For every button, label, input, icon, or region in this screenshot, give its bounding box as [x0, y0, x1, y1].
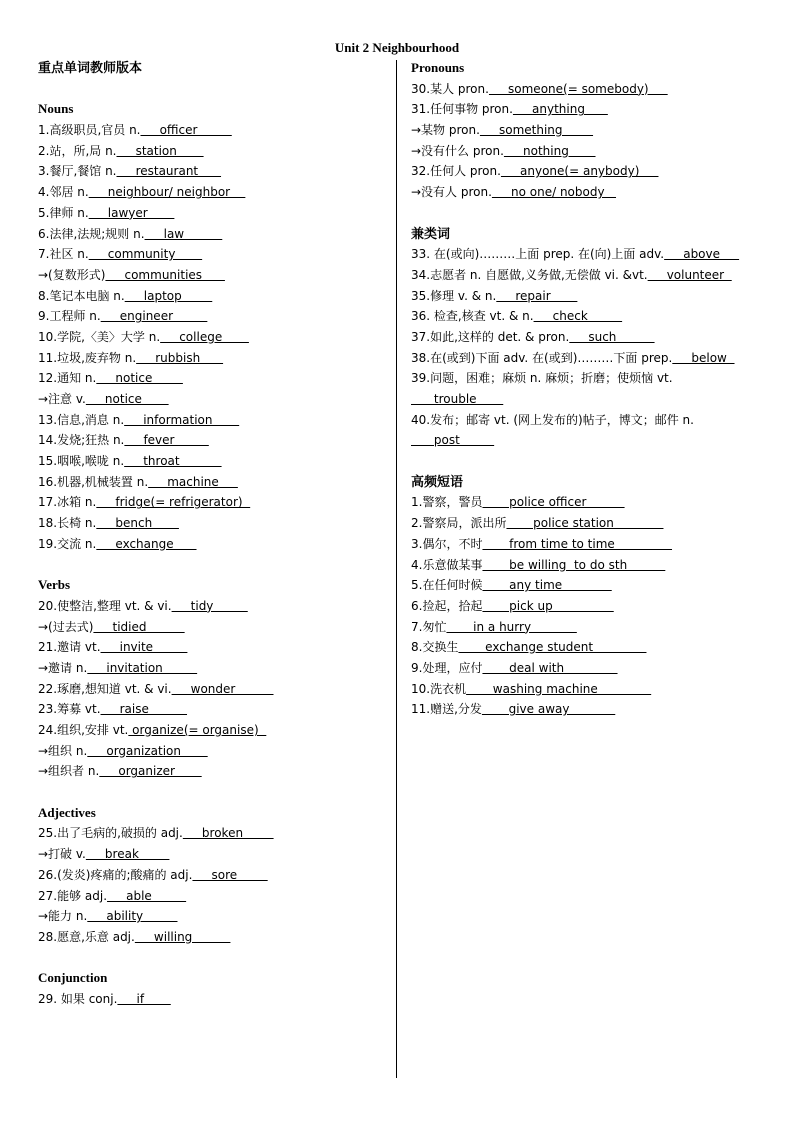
vocab-prompt: 24.组织,安排 vt.: [38, 723, 129, 737]
vocab-item: [411, 327, 771, 348]
spacer: [411, 451, 771, 472]
vocab-answer: give away: [481, 702, 616, 717]
vocab-item: [411, 79, 771, 100]
vocab-item: [38, 389, 388, 410]
vocab-answer: notice: [85, 392, 169, 406]
vocab-answer: officer: [140, 123, 232, 138]
vocab-item: [411, 699, 771, 720]
vocab-prompt: →注意 v.: [38, 392, 86, 406]
vocab-answer: pick up: [482, 598, 614, 613]
vocab-item: [38, 472, 388, 493]
vocab-answer: community: [88, 247, 203, 262]
vocab-prompt: 9.处理，应付: [411, 660, 483, 675]
vocab-answer: college: [160, 329, 249, 344]
vocab-prompt: 10.学院,〈美〉大学 n.: [38, 329, 161, 344]
vocab-prompt: 14.发烧;狂热 n.: [38, 433, 125, 448]
spacer: [38, 948, 388, 969]
vocab-prompt: 36. 检查,核查 vt. & n.: [411, 309, 534, 324]
vocab-item: [38, 699, 388, 720]
vocab-answer: post: [411, 433, 495, 448]
vocab-item: [38, 327, 388, 348]
vocab-prompt: 38.在(或到)下面 adv. 在(或到)………下面 prep.: [411, 350, 673, 365]
vocab-prompt: 3.偶尔，不时: [411, 536, 483, 551]
left-column: [38, 58, 388, 1010]
vocab-answer: anything: [512, 102, 608, 117]
vocab-answer: nothing: [503, 143, 596, 158]
vocab-answer: invite: [100, 640, 188, 655]
vocab-prompt: 22.琢磨,想知道 vt. & vi.: [38, 681, 172, 696]
vocab-prompt: 32.任何人 pron.: [411, 164, 501, 179]
vocab-answer: communities: [105, 267, 225, 282]
vocab-prompt: →邀请 n.: [38, 660, 88, 675]
vocab-answer: tidied: [93, 619, 185, 634]
vocab-answer: laptop: [124, 288, 213, 303]
vocab-prompt: 7.社区 n.: [38, 247, 89, 262]
vocab-item: [38, 844, 388, 865]
vocab-prompt: →某物 pron.: [411, 123, 480, 138]
vocab-item: [411, 182, 771, 203]
vocab-item: [38, 823, 388, 844]
vocab-item: [411, 596, 771, 617]
vocab-answer: break: [85, 847, 170, 862]
vocab-item: [38, 182, 388, 203]
vocab-prompt: 39.问题，困难；麻烦 n. 麻烦；折磨；使烦恼 vt.: [411, 371, 673, 386]
vocab-answer: repair: [496, 288, 578, 303]
vocab-answer: willing: [134, 929, 231, 944]
vocab-prompt: 29. 如果 conj.: [38, 991, 118, 1006]
vocab-prompt: 2.警察局，派出所: [411, 516, 507, 531]
vocab-item: [38, 865, 388, 886]
vocab-item: [411, 368, 771, 389]
vocab-answer: sore: [192, 867, 268, 882]
vocab-answer: in a hurry: [446, 619, 577, 634]
vocab-answer: throat: [124, 454, 222, 469]
vocab-prompt: 16.机器,机械装置 n.: [38, 474, 149, 489]
vocab-prompt: 30.某人 pron.: [411, 81, 489, 96]
vocab-answer: fridge(= refrigerator): [96, 495, 251, 510]
vocab-prompt: 11.赠送,分发: [411, 702, 482, 717]
vocab-answer: organize(= organise): [128, 723, 267, 737]
section-heading: Verbs: [38, 577, 71, 593]
vocab-prompt: →组织 n.: [38, 743, 88, 758]
section-heading: Pronouns: [411, 60, 465, 75]
vocab-prompt: 17.冰箱 n.: [38, 495, 97, 510]
vocab-answer: raise: [100, 702, 188, 717]
vocab-prompt: 7.匆忙: [411, 619, 447, 634]
vocab-answer: tidy: [171, 598, 248, 613]
vocab-prompt: 3.餐厅,餐馆 n.: [38, 164, 117, 179]
spacer: [38, 555, 388, 576]
vocab-prompt: 9.工程师 n.: [38, 309, 101, 324]
vocab-item: [411, 99, 771, 120]
vocab-answer: organizer: [99, 764, 202, 779]
spacer: [38, 79, 388, 100]
vocab-answer: something: [479, 123, 594, 138]
vocab-answer: rubbish: [136, 350, 224, 365]
vocab-item: [38, 617, 388, 638]
vocab-answer: ability: [87, 909, 178, 924]
vocab-prompt: →能力 n.: [38, 909, 88, 924]
vocab-answer: police station: [506, 516, 664, 531]
vocab-item: [411, 244, 771, 265]
vocab-item: [38, 120, 388, 141]
vocab-prompt: 28.愿意,乐意 adj.: [38, 929, 135, 944]
vocab-item: [38, 761, 388, 782]
vocab-answer: if: [117, 991, 171, 1006]
vocab-prompt: 37.如此,这样的 det. & pron.: [411, 329, 570, 344]
vocab-item: [38, 679, 388, 700]
vocab-prompt: 20.使整洁,整理 vt. & vi.: [38, 598, 172, 613]
vocab-item: [411, 513, 771, 534]
vocab-answer: trouble: [411, 392, 504, 406]
vocab-answer: check: [533, 309, 623, 324]
vocab-item: [411, 617, 771, 638]
vocab-item: [38, 430, 388, 451]
vocab-answer: broken: [182, 826, 274, 841]
vocab-prompt: 23.筹募 vt.: [38, 702, 101, 717]
vocab-prompt: 31.任何事物 pron.: [411, 102, 513, 117]
document-title: Unit 2 Neighbourhood: [334, 40, 460, 55]
vocab-prompt: 40.发布；邮寄 vt. (网上发布的)帖子，博文；邮件 n.: [411, 412, 694, 427]
vocab-item: [38, 534, 388, 555]
vocab-answer: from time to time: [482, 536, 673, 551]
vocab-prompt: 26.(发炎)疼痛的;酸痛的 adj.: [38, 867, 193, 882]
vocab-answer: below: [672, 350, 735, 365]
vocab-prompt: 12.通知 n.: [38, 371, 97, 386]
vocab-prompt: 1.警察，警员: [411, 495, 483, 510]
vocab-item: [411, 265, 771, 286]
vocab-item: [411, 306, 771, 327]
spacer: [411, 203, 771, 224]
vocab-answer: lawyer: [88, 205, 175, 220]
vocab-item: [38, 513, 388, 534]
vocab-prompt: 15.咽喉,喉咙 n.: [38, 454, 125, 469]
vocab-prompt: →组织者 n.: [38, 764, 100, 779]
vocab-item: [38, 224, 388, 245]
vocab-answer: station: [116, 143, 204, 158]
vocab-answer: such: [569, 329, 655, 344]
vocab-item: [411, 534, 771, 555]
vocab-answer: no one/ nobody: [491, 185, 617, 200]
vocab-item: [38, 658, 388, 679]
vocab-prompt: 13.信息,消息 n.: [38, 412, 125, 427]
section-heading: 高频短语: [411, 473, 464, 489]
vocab-prompt: 6.法律,法规;规则 n.: [38, 226, 145, 241]
vocab-item: [411, 430, 771, 451]
section-heading: Conjunction: [38, 970, 108, 986]
vocab-item: [38, 596, 388, 617]
vocab-item: [38, 637, 388, 658]
vocab-item: [38, 286, 388, 307]
vocab-prompt: 11.垃圾,废弃物 n.: [38, 350, 137, 365]
vocab-answer: above: [664, 247, 740, 262]
vocab-prompt: 5.律师 n.: [38, 205, 89, 220]
vocab-answer: invitation: [87, 660, 198, 675]
vocab-prompt: 33. 在(或向)………上面 prep. 在(向)上面 adv.: [411, 247, 665, 262]
vocab-item: [411, 575, 771, 596]
vocab-answer: restaurant: [116, 164, 222, 179]
section-heading: 重点单词教师版本: [38, 60, 143, 75]
vocab-item: [38, 203, 388, 224]
vocab-prompt: 4.乐意做某事: [411, 557, 483, 572]
vocab-item: [38, 368, 388, 389]
vocab-answer: notice: [96, 371, 183, 386]
vocab-prompt: 18.长椅 n.: [38, 516, 97, 531]
vocab-answer: organization: [87, 743, 208, 758]
vocab-item: [38, 306, 388, 327]
vocab-prompt: 5.在任何时候: [411, 578, 483, 593]
vocab-item: [411, 637, 771, 658]
vocab-prompt: 27.能够 adj.: [38, 888, 108, 903]
vocab-prompt: 2.站，所,局 n.: [38, 143, 117, 158]
vocab-answer: machine: [148, 474, 238, 489]
vocab-item: [38, 927, 388, 948]
section-heading: Nouns: [38, 101, 74, 117]
vocab-item: [38, 741, 388, 762]
vocab-answer: police officer: [482, 495, 625, 510]
vocab-prompt: 6.捡起，拾起: [411, 598, 483, 613]
vocab-prompt: 19.交流 n.: [38, 536, 97, 551]
vocab-answer: information: [124, 412, 240, 427]
vocab-prompt: 21.邀请 vt.: [38, 640, 101, 655]
vocab-item: [38, 265, 388, 286]
vocab-answer: exchange: [96, 536, 197, 551]
vocab-prompt: →没有什么 pron.: [411, 143, 504, 158]
vocab-item: [411, 410, 771, 431]
vocab-item: [38, 492, 388, 513]
vocab-item: [411, 348, 771, 369]
vocab-answer: volunteer: [647, 267, 732, 282]
vocab-item: [38, 720, 388, 741]
vocab-item: [411, 141, 771, 162]
vocab-prompt: 1.高级职员,官员 n.: [38, 123, 141, 138]
vocab-prompt: 34.志愿者 n. 自愿做,义务做,无偿做 vi. &vt.: [411, 267, 648, 282]
vocab-answer: able: [107, 888, 187, 903]
vocab-item: [38, 141, 388, 162]
vocab-item: [411, 120, 771, 141]
vocab-answer: bench: [96, 516, 179, 531]
vocab-answer: anyone(= anybody): [500, 164, 659, 179]
vocab-item: [38, 348, 388, 369]
vocab-answer: exchange student: [458, 640, 647, 655]
section-heading: 兼类词: [411, 225, 451, 241]
vocab-answer: any time: [482, 578, 612, 593]
vocab-item: [38, 410, 388, 431]
vocab-answer: washing machine: [466, 681, 652, 696]
vocab-answer: neighbour/ neighbor: [88, 185, 246, 200]
vocab-item: [411, 286, 771, 307]
vocab-answer: engineer: [100, 309, 208, 324]
vocab-item: [411, 389, 771, 410]
vocab-prompt: 25.出了毛病的,破损的 adj.: [38, 826, 183, 841]
column-divider: [396, 60, 397, 1078]
vocab-prompt: →没有人 pron.: [411, 185, 492, 200]
vocab-prompt: 10.洗衣机: [411, 681, 467, 696]
vocab-prompt: 8.交换生: [411, 640, 459, 655]
vocab-item: [38, 906, 388, 927]
vocab-answer: be willing to do sth: [482, 557, 666, 572]
vocab-item: [411, 658, 771, 679]
vocab-prompt: 35.修理 v. & n.: [411, 288, 497, 303]
vocab-item: [411, 161, 771, 182]
vocab-prompt: →(复数形式): [38, 267, 106, 282]
section-heading: Adjectives: [38, 804, 96, 820]
vocab-item: [411, 555, 771, 576]
vocab-prompt: →(过去式): [38, 619, 94, 634]
vocab-prompt: →打破 v.: [38, 847, 86, 862]
vocab-item: [38, 244, 388, 265]
vocab-item: [38, 451, 388, 472]
vocab-item: [411, 492, 771, 513]
vocab-answer: wonder: [171, 681, 274, 696]
vocab-answer: fever: [124, 433, 209, 448]
vocab-item: [38, 886, 388, 907]
vocab-answer: law: [144, 226, 223, 241]
vocab-answer: someone(= somebody): [488, 81, 668, 96]
spacer: [38, 782, 388, 803]
vocab-item: [38, 989, 388, 1010]
vocab-item: [38, 161, 388, 182]
vocab-prompt: 8.笔记本电脑 n.: [38, 288, 125, 303]
right-column: [411, 58, 771, 720]
vocab-item: [411, 679, 771, 700]
vocab-answer: deal with: [482, 660, 618, 675]
vocab-prompt: 4.邻居 n.: [38, 185, 89, 200]
